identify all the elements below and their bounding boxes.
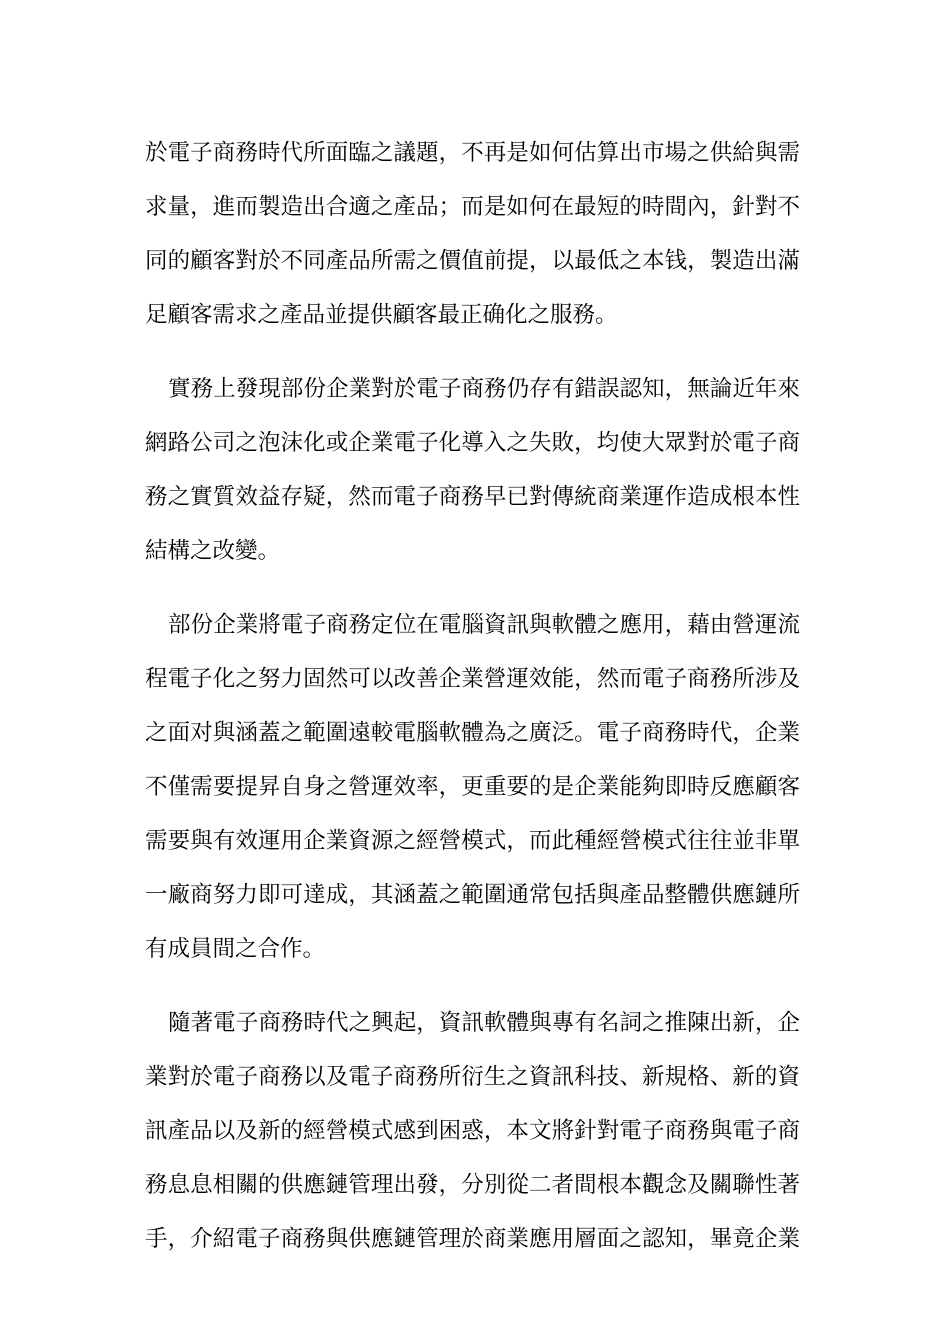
text-line: 求量，進而製造出合適之產品；而是如何在最短的時間內，針對不 (145, 194, 800, 220)
paragraph (145, 598, 800, 976)
text-line: 務之實質效益存疑，然而電子商務早已對傳統商業運作造成根本性 (145, 484, 800, 510)
paragraph (145, 126, 800, 342)
text-line: 訊產品以及新的經營模式感到困惑，本文將針對電子商務與電子商 (145, 1118, 800, 1144)
text-line: 足顧客需求之產品並提供顧客最正确化之服務。 (145, 302, 618, 328)
text-line: 程電子化之努力固然可以改善企業營運效能，然而電子商務所涉及 (145, 666, 800, 692)
text-line: 有成員間之合作。 (145, 936, 326, 962)
text-line: 實務上發現部份企業對於電子商務仍存有錯誤認知，無論近年來 (168, 376, 800, 402)
paragraph (145, 362, 800, 578)
text-line: 網路公司之泡沫化或企業電子化導入之失敗，均使大眾對於電子商 (145, 430, 800, 456)
text-line: 之面对與涵蓋之範圍遠較電腦軟體為之廣泛。電子商務時代，企業 (145, 720, 800, 746)
text-line: 務息息相關的供應鏈管理出發，分別從二者間根本觀念及關聯性著 (145, 1172, 800, 1198)
text-line: 同的顧客對於不同產品所需之價值前提，以最低之本钱，製造出滿 (145, 248, 800, 274)
document-page (145, 126, 800, 1266)
text-line: 於電子商務時代所面臨之議題，不再是如何估算出市場之供給與需 (145, 140, 800, 166)
text-line: 一廠商努力即可達成，其涵蓋之範圍通常包括與產品整體供應鏈所 (145, 882, 800, 908)
text-line: 隨著電子商務時代之興起，資訊軟體與專有名詞之推陳出新，企 (168, 1010, 800, 1036)
text-line: 業對於電子商務以及電子商務所衍生之資訊科技、新規格、新的資 (145, 1064, 800, 1090)
text-line: 需要與有效運用企業資源之經營模式，而此種經營模式往往並非單 (145, 828, 800, 854)
text-line: 手，介紹電子商務與供應鏈管理於商業應用層面之認知，畢竟企業 (145, 1226, 800, 1252)
paragraph (145, 996, 800, 1266)
text-line: 結構之改變。 (145, 538, 281, 564)
text-line: 部份企業將電子商務定位在電腦資訊與軟體之應用，藉由營運流 (168, 612, 800, 638)
text-line: 不僅需要提昇自身之營運效率，更重要的是企業能夠即時反應顧客 (145, 774, 800, 800)
